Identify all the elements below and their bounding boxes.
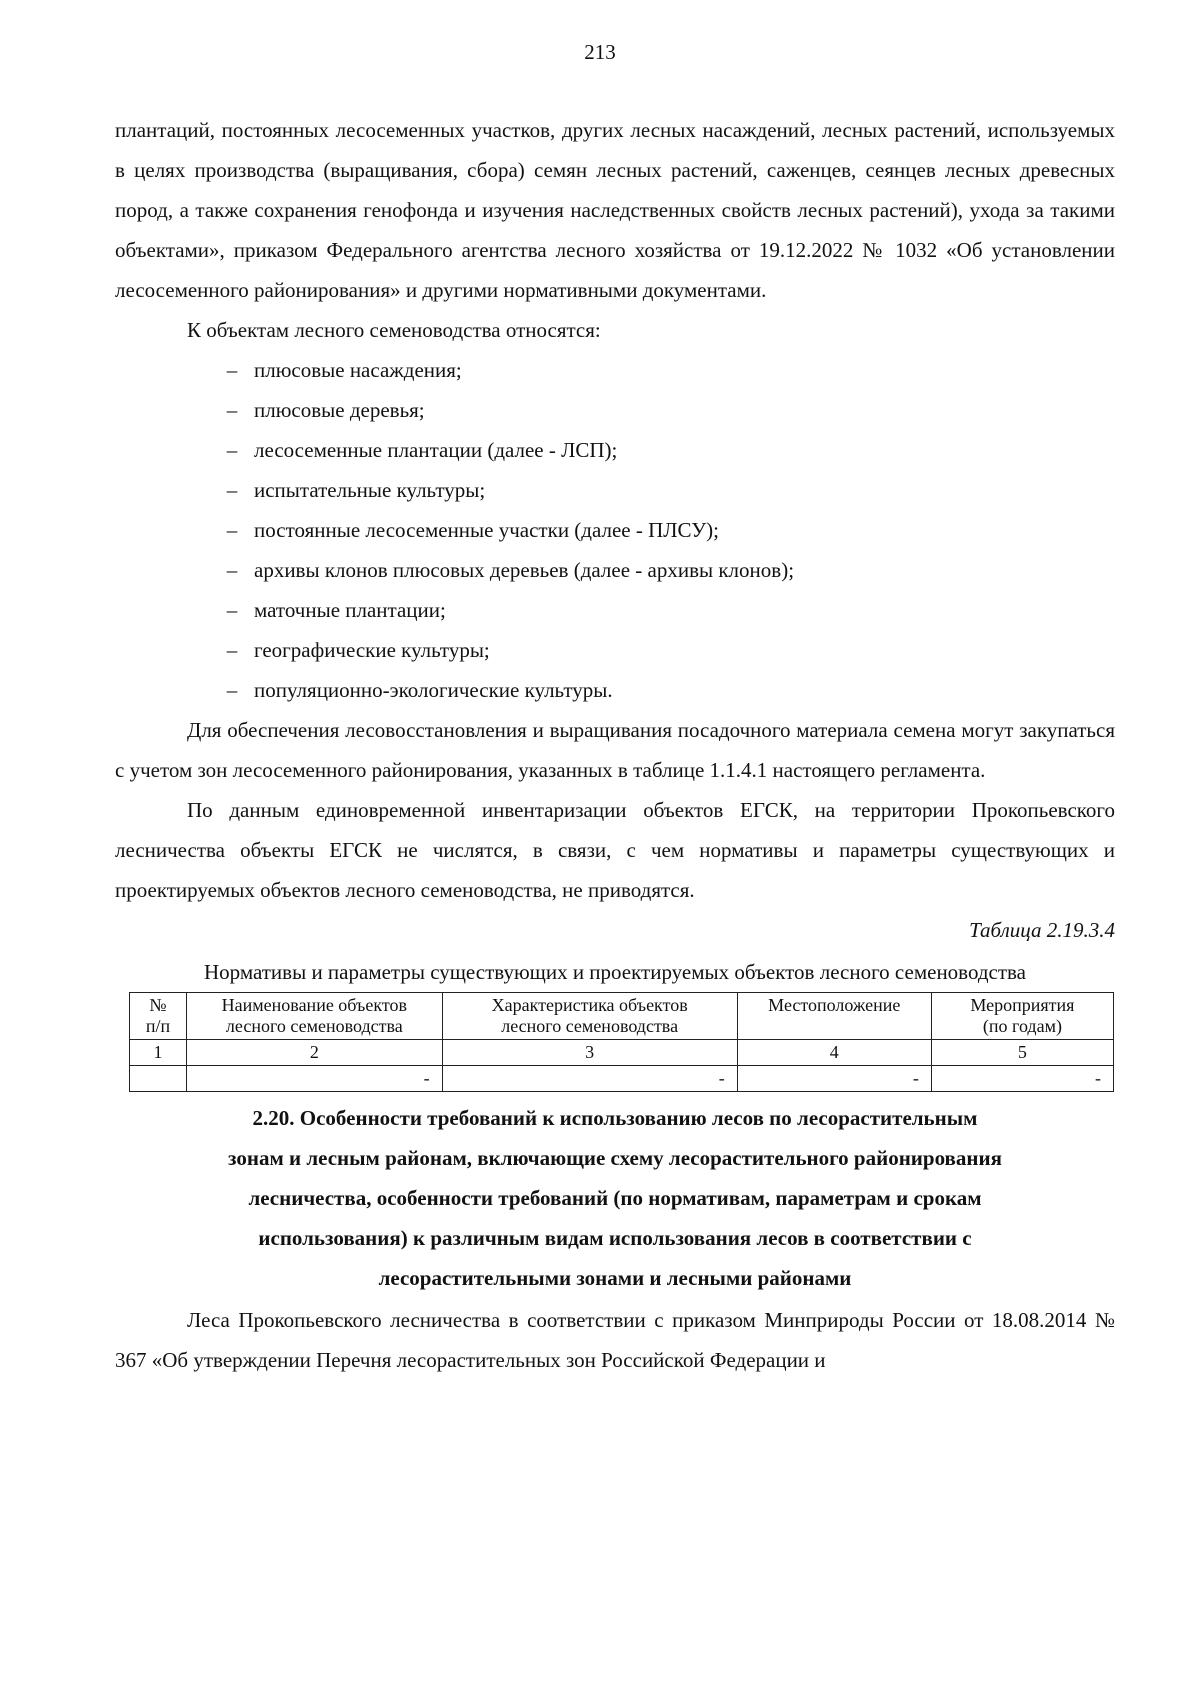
table-cell: 1 [130, 1040, 187, 1066]
list-item: – маточные плантации; [115, 590, 1115, 630]
list-item: – географические культуры; [115, 630, 1115, 670]
table-caption: Нормативы и параметры существующих и проектируемых объектов лесного семеноводства [203, 960, 1026, 984]
dash-bullet: – [226, 478, 238, 502]
header-cell-location: Местоположение [737, 993, 931, 1040]
dash-bullet: – [226, 398, 238, 422]
section-heading-line: зонам и лесным районам, включающие схему лесорастительного районирования [228, 1146, 1002, 1170]
list-item: – плюсовые деревья; [115, 390, 1115, 430]
header-cell-activities: Мероприятия (по годам) [931, 993, 1113, 1040]
page-content [115, 110, 1115, 1380]
table-cell: 2 [187, 1040, 443, 1066]
header-cell-name: Наименование объектов лесного семеноводства [187, 993, 443, 1040]
paragraph-inventory: По данным единовременной инвентаризации объектов ЕГСК, на территории Прокопьевского лесничества объекты ЕГСК не числятся, в связи, с чем нормативы и параметры существующих и проектируемых объектов лесного семеноводства, не приводятся. [115, 798, 1115, 902]
table-cell: 5 [931, 1040, 1113, 1066]
section-heading-line: 2.20. Особенности требований к использованию лесов по лесорастительным [252, 1106, 978, 1130]
section-heading [115, 1098, 1115, 1298]
dash-bullet: – [226, 598, 238, 622]
paragraph-continuation: плантаций, постоянных лесосеменных участков, других лесных насаждений, лесных растений, используемых в целях производства (выращивания, сбора) семян лесных растений, саженцев, сеянцев лесных древесных пород, а также сохранения генофонда и изучения наследственных свойств лесных растений), ухода за такими объектами», приказом Федерального агентства лесного хозяйства от 19.12.2022 № 1032 «Об установлении лесосеменного районирования» и другими нормативными документами. [115, 118, 1115, 302]
list-item: – постоянные лесосеменные участки (далее - ПЛСУ); [115, 510, 1115, 550]
table-number-row [130, 1040, 1114, 1066]
header-cell-number: № п/п [130, 993, 187, 1040]
table-cell: - [737, 1066, 931, 1092]
table-cell: - [187, 1066, 443, 1092]
seed-objects-table [129, 992, 1114, 1092]
dash-bullet: – [226, 438, 238, 462]
dash-bullet: – [226, 638, 238, 662]
table-cell: - [931, 1066, 1113, 1092]
table-cell: - [442, 1066, 737, 1092]
table-header-row [130, 993, 1114, 1040]
header-cell-characteristics: Характеристика объектов лесного семеноводства [442, 993, 737, 1040]
table-row [130, 1066, 1114, 1092]
table-cell: 4 [737, 1040, 931, 1066]
section-heading-line: лесорастительными зонами и лесными районами [378, 1266, 852, 1290]
page-number: 213 [584, 40, 616, 64]
dash-bullet: – [226, 358, 238, 382]
list-item: – архивы клонов плюсовых деревьев (далее - архивы клонов); [115, 550, 1115, 590]
list-item: – испытательные культуры; [115, 470, 1115, 510]
dash-bullet: – [226, 678, 238, 702]
section-heading-line: использования) к различным видам использования лесов в соответствии с [258, 1226, 972, 1250]
list-item: – популяционно-экологические культуры. [115, 670, 1115, 710]
seed-objects-list [115, 350, 1115, 710]
dash-bullet: – [226, 558, 238, 582]
dash-bullet: – [226, 518, 238, 542]
table-label: Таблица 2.19.3.4 [969, 918, 1115, 942]
section-heading-line: лесничества, особенности требований (по нормативам, параметрам и срокам [248, 1186, 982, 1210]
paragraph-forest-zones: Леса Прокопьевского лесничества в соответствии с приказом Минприроды России от 18.08.2014 № 367 «Об утверждении Перечня лесорастительных зон Российской Федерации и [115, 1308, 1115, 1372]
list-item: – плюсовые насаждения; [115, 350, 1115, 390]
paragraph-seed-purchase: Для обеспечения лесовосстановления и выращивания посадочного материала семена могут закупаться с учетом зон лесосеменного районирования, указанных в таблице 1.1.4.1 настоящего регламента. [115, 718, 1115, 782]
list-item: – лесосеменные плантации (далее - ЛСП); [115, 430, 1115, 470]
list-intro: К объектам лесного семеноводства относятся: [187, 318, 601, 342]
table-cell: 3 [442, 1040, 737, 1066]
table-cell [130, 1066, 187, 1092]
